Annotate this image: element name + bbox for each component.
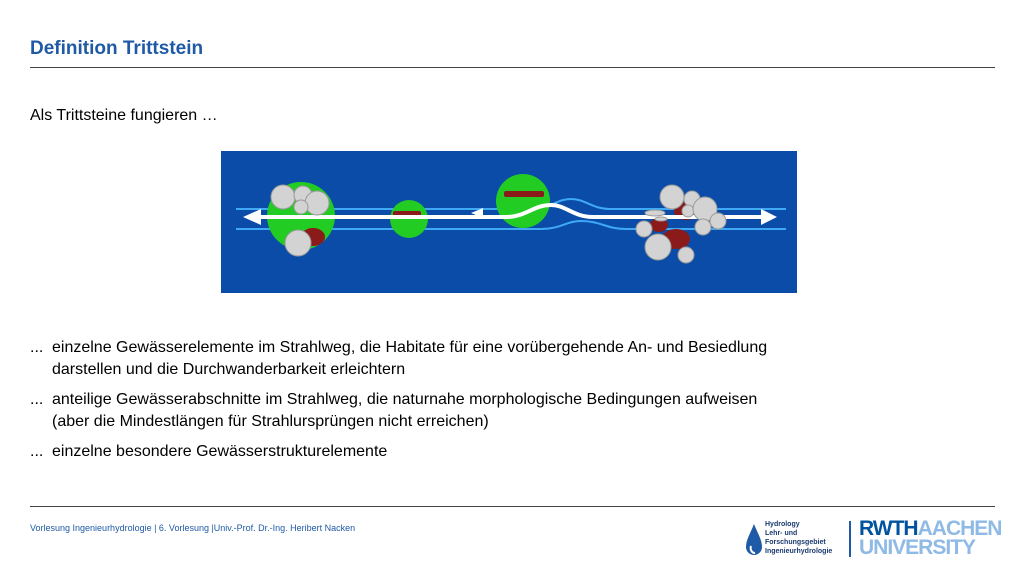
- stepping-stone-diagram: [221, 151, 797, 293]
- structure-log-1: [504, 191, 544, 197]
- bullet-marker: ...: [30, 391, 44, 408]
- hydrology-logo-text: Hydrology Lehr- und Forschungsgebiet Ingenieurhydrologie: [765, 521, 833, 555]
- bullet-text-line: einzelne besondere Gewässerstrukturelemente: [52, 443, 388, 460]
- bullet-text-line: darstellen und die Durchwanderbarkeit erleichtern: [52, 361, 406, 378]
- rwth-logo: RWTHAACHEN UNIVERSITY: [859, 517, 1002, 559]
- habitat-circle-right: [496, 174, 550, 228]
- intro-text: Als Trittsteine fungieren …: [30, 107, 218, 124]
- hydrology-logo: [745, 520, 855, 560]
- bullet-item-1: [30, 337, 980, 381]
- title-divider: [30, 67, 995, 68]
- bullet-item-2: [30, 389, 980, 433]
- bullet-text-line: einzelne Gewässerelemente im Strahlweg, die Habitate für eine vorübergehende An- und Besiedlung: [52, 339, 768, 356]
- logo-separator: [849, 521, 851, 557]
- footer-text: Vorlesung Ingenieurhydrologie | 6. Vorlesung |Univ.-Prof. Dr.-Ing. Heribert Nacken: [30, 523, 356, 533]
- bullet-marker: ...: [30, 339, 44, 356]
- water-drop-icon: [745, 522, 763, 558]
- footer-divider: [30, 506, 995, 507]
- bullet-text-line: (aber die Mindestlängen für Strahlursprüngen nicht erreichen): [52, 413, 489, 430]
- bullet-item-3: [30, 441, 980, 463]
- page-title: Definition Trittstein: [30, 38, 204, 59]
- bullet-list: [30, 337, 980, 471]
- bullet-text-line: anteilige Gewässerabschnitte im Strahlweg, die naturnahe morphologische Bedingungen aufweisen: [52, 391, 758, 408]
- bullet-marker: ...: [30, 443, 44, 460]
